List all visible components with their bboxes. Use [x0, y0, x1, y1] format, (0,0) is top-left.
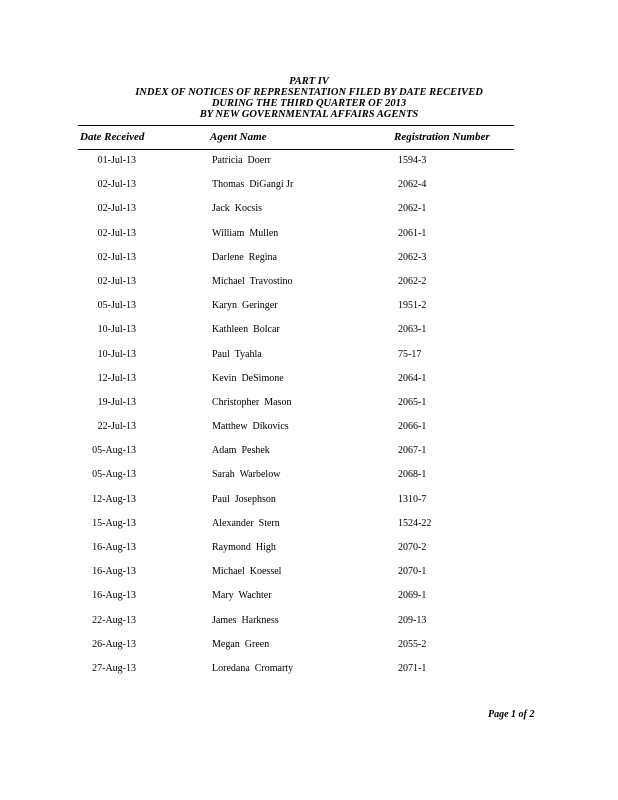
agent-name-cell: Loredana Cromarty: [212, 662, 294, 674]
document-header: [0, 76, 618, 120]
table-row: [78, 251, 514, 275]
agent-name-cell: Raymond High: [212, 542, 276, 553]
agent-name-cell: Karyn Geringer: [212, 300, 278, 312]
registration-number-cell: 2069-1: [398, 590, 427, 602]
table-row: [78, 614, 514, 638]
table-row: [78, 202, 514, 226]
date-received-cell: 12-Jul-13: [97, 372, 136, 384]
header-bottom-rule: [78, 149, 514, 150]
table-row: [78, 372, 514, 396]
date-received-cell: 02-Jul-13: [97, 203, 136, 215]
date-received-cell: 02-Jul-13: [97, 275, 136, 287]
registration-number-cell: 2062-1: [398, 203, 427, 215]
header-top-rule: [78, 125, 514, 126]
table-row: [78, 420, 514, 444]
date-received-cell: 05-Jul-13: [97, 300, 136, 312]
registration-number-cell: 1951-2: [398, 300, 427, 312]
date-received-cell: 16-Aug-13: [92, 542, 136, 553]
registration-number-cell: 1594-3: [398, 155, 427, 166]
page-number: Page 1 of 2: [488, 709, 535, 720]
table-row: [78, 589, 514, 613]
date-received-cell: 22-Jul-13: [97, 421, 136, 433]
agent-name-cell: Thomas DiGangi Jr: [212, 179, 294, 191]
agent-name-cell: Matthew Dikovics: [212, 421, 289, 433]
registration-number-cell: 1524-22: [398, 517, 432, 529]
table-row: [78, 348, 514, 372]
table-row: [78, 299, 514, 323]
agent-name-cell: Patricia Doerr: [212, 155, 271, 166]
table-row: [78, 541, 514, 565]
registration-number-cell: 2065-1: [398, 396, 427, 408]
agent-name-cell: Megan Green: [212, 638, 270, 650]
table-row: [78, 154, 514, 178]
date-received-cell: 01-Jul-13: [97, 155, 136, 166]
date-received-cell: 16-Aug-13: [92, 566, 136, 578]
agent-name-cell: Sarah Warbelow: [212, 469, 281, 481]
table-body: [78, 154, 514, 686]
index-title-line-2: DURING THE THIRD QUARTER OF 2013: [211, 98, 407, 109]
agent-name-cell: Paul Tyahla: [212, 348, 262, 360]
date-received-cell: 02-Jul-13: [97, 227, 136, 239]
agent-name-cell: Jack Kocsis: [212, 203, 262, 215]
agent-name-cell: Darlene Regina: [212, 251, 277, 263]
date-received-cell: 15-Aug-13: [92, 517, 136, 529]
table-row: [78, 517, 514, 541]
registration-number-cell: 2055-2: [398, 638, 427, 650]
agent-name-cell: Kathleen Bolcar: [212, 324, 280, 336]
index-title-line-3: BY NEW GOVERNMENTAL AFFAIRS AGENTS: [199, 109, 419, 120]
table-row: [78, 468, 514, 492]
table-row: [78, 275, 514, 299]
agent-name-cell: Adam Peshek: [212, 445, 270, 457]
registration-number-cell: 2070-2: [398, 542, 427, 553]
table-row: [78, 444, 514, 468]
table-row: [78, 662, 514, 686]
table-row: [78, 493, 514, 517]
table-row: [78, 638, 514, 662]
registration-number-cell: 2062-3: [398, 251, 427, 263]
date-received-cell: 27-Aug-13: [92, 662, 136, 674]
registration-number-cell: 2071-1: [398, 662, 427, 674]
date-received-cell: 19-Jul-13: [97, 396, 136, 408]
agent-name-cell: James Harkness: [212, 614, 279, 626]
date-received-cell: 10-Jul-13: [97, 348, 136, 360]
column-header-registration: Registration Number: [394, 131, 490, 143]
registration-number-cell: 75-17: [398, 348, 422, 360]
date-received-cell: 22-Aug-13: [92, 614, 136, 626]
registration-number-cell: 2061-1: [398, 227, 427, 239]
table-row: [78, 565, 514, 589]
registration-number-cell: 2064-1: [398, 372, 427, 384]
date-received-cell: 02-Jul-13: [97, 179, 136, 191]
registration-number-cell: 209-13: [398, 614, 427, 626]
agent-name-cell: Christopher Mason: [212, 396, 292, 408]
table-row: [78, 396, 514, 420]
agent-name-cell: Kevin DeSimone: [212, 372, 284, 384]
registration-number-cell: 2067-1: [398, 445, 427, 457]
agent-name-cell: Michael Koessel: [212, 566, 282, 578]
date-received-cell: 05-Aug-13: [92, 445, 136, 457]
registration-number-cell: 2066-1: [398, 421, 427, 433]
table-header: [78, 131, 514, 145]
agent-name-cell: Paul Josephson: [212, 493, 276, 505]
agent-name-cell: Alexander Stern: [212, 517, 280, 529]
date-received-cell: 26-Aug-13: [92, 638, 136, 650]
date-received-cell: 02-Jul-13: [97, 251, 136, 263]
registration-number-cell: 1310-7: [398, 493, 427, 505]
date-received-cell: 16-Aug-13: [92, 590, 136, 602]
table-row: [78, 178, 514, 202]
agent-name-cell: William Mullen: [212, 227, 279, 239]
date-received-cell: 10-Jul-13: [97, 324, 136, 336]
registration-number-cell: 2062-2: [398, 275, 427, 287]
agent-name-cell: Michael Travostino: [212, 275, 293, 287]
registration-number-cell: 2063-1: [398, 324, 427, 336]
date-received-cell: 12-Aug-13: [92, 493, 136, 505]
column-header-agent: Agent Name: [210, 131, 267, 143]
registration-number-cell: 2062-4: [398, 179, 427, 191]
registration-number-cell: 2070-1: [398, 566, 427, 578]
index-title-line-1: INDEX OF NOTICES OF REPRESENTATION FILED BY DATE RECEIVED: [135, 87, 483, 98]
agent-name-cell: Mary Wachter: [212, 590, 272, 602]
part-title: PART IV: [289, 76, 329, 87]
column-header-date: Date Received: [80, 131, 145, 143]
table-row: [78, 323, 514, 347]
registration-number-cell: 2068-1: [398, 469, 427, 481]
table-row: [78, 227, 514, 251]
date-received-cell: 05-Aug-13: [92, 469, 136, 481]
